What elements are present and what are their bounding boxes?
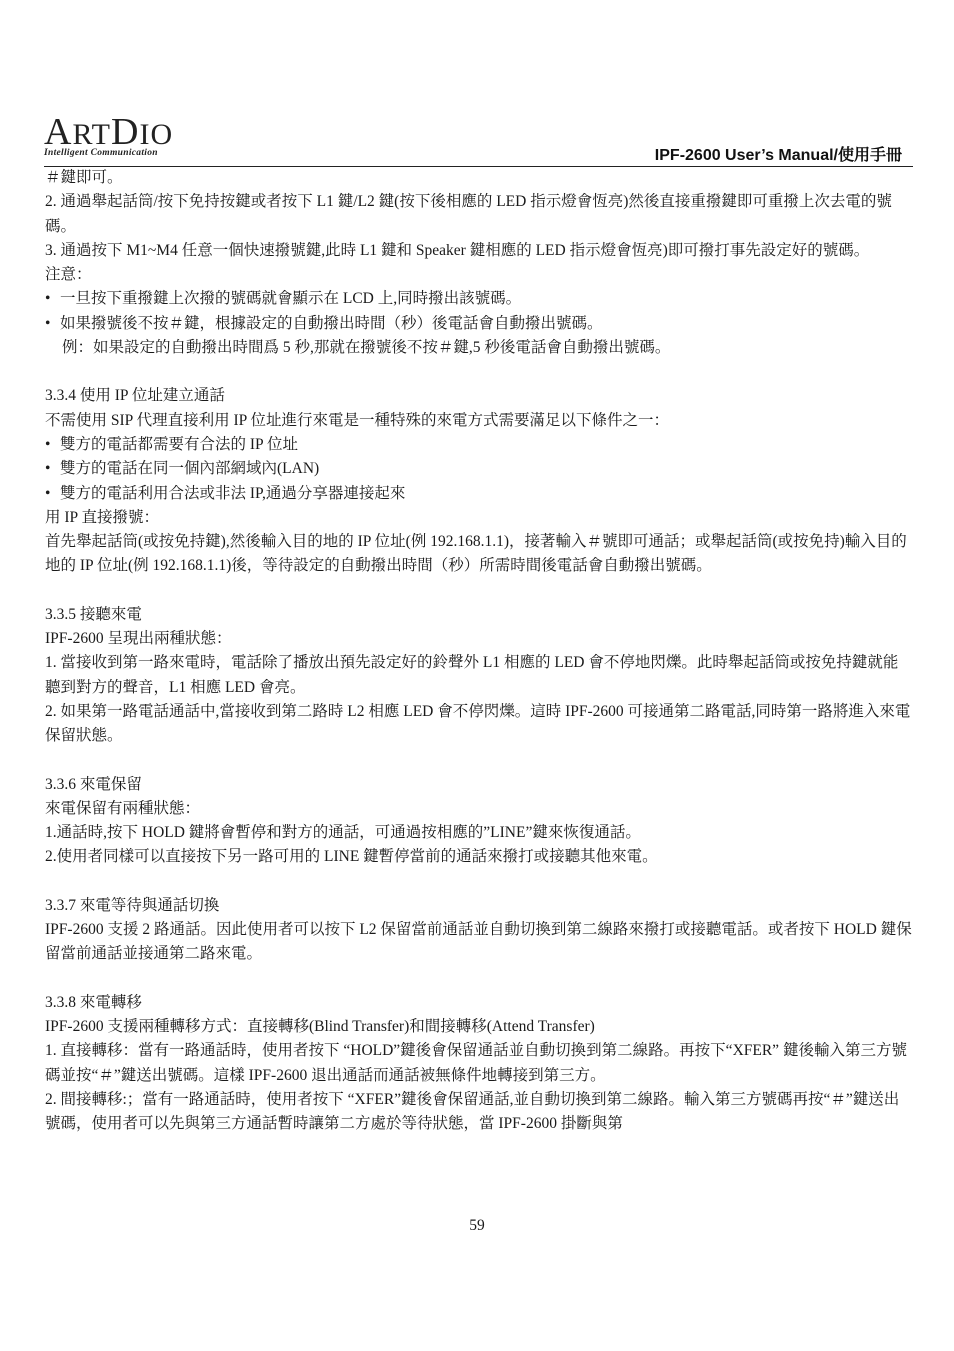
section-heading-3-3-4: 3.3.4 使用 IP 位址建立通話 <box>45 387 225 405</box>
bullet-item: • 雙方的電話都需要有合法的 IP 位址 <box>45 433 913 457</box>
paragraph: ＃鍵即可。 <box>45 169 123 186</box>
bullet-item: • 雙方的電話利用合法或非法 IP,通過分享器連接起來 <box>45 482 913 506</box>
section-heading-3-3-5: 3.3.5 接聽來電 <box>45 605 142 623</box>
paragraph: IPF-2600 支援兩種轉移方式：直接轉移(Blind Transfer)和間接轉移(Attend Transfer) <box>45 1017 595 1035</box>
paragraph: 2.使用者同樣可以直接按下另一路可用的 LINE 鍵暫停當前的通話來撥打或接聽其他來電。 <box>45 848 658 866</box>
paragraph: 用 IP 直接撥號： <box>45 508 159 526</box>
paragraph: 3. 通過按下 M1~M4 任意一個快速撥號鍵,此時 L1 鍵和 Speaker 鍵相應的 LED 指示燈會恆亮)即可撥打事先設定好的號碼。 <box>45 241 870 259</box>
paragraph: 來電保留有兩種狀態： <box>45 799 201 817</box>
paragraph: IPF-2600 呈現出兩種狀態： <box>45 630 232 648</box>
logo-letters-rt: RT <box>72 118 111 151</box>
paragraph: 2. 間接轉移:；當有一路通話時，使用者按下 “XFER”鍵後會保留通話,並自動切換到第二線路。輸入第三方號碼再按“＃”鍵送出號碼，使用者可以先與第三方通話暫時讓第二方處於等待狀態，當 IPF-2600 掛斷與第 <box>45 1090 900 1133</box>
section-heading-3-3-8: 3.3.8 來電轉移 <box>45 993 142 1011</box>
logo-letter-d: D <box>111 111 140 153</box>
paragraph: 1. 直接轉移：當有一路通話時，使用者按下 “HOLD”鍵後會保留通話並自動切換到第二線路。再按下“XFER” 鍵後輸入第三方號碼並按“＃”鍵送出號碼。這樣 IPF-2600 退出通話而通話被無條件地轉接到第三方。 <box>45 1042 907 1084</box>
paragraph: 2. 通過舉起話筒/按下免持按鍵或者按下 L1 鍵/L2 鍵(按下後相應的 LED 指示燈會恆亮)然後直接重撥鍵即可重撥上次去電的號碼。 <box>45 193 892 235</box>
page-content <box>45 166 913 1136</box>
section-heading-3-3-6: 3.3.6 來電保留 <box>45 775 142 793</box>
logo-tagline: Intelligent Communication <box>44 148 158 158</box>
bullet-item: • 雙方的電話在同一個內部網域內(LAN) <box>45 457 913 481</box>
bullet-item: • 如果撥號後不按＃鍵，根據設定的自動撥出時間（秒）後電話會自動撥出號碼。 <box>45 312 913 336</box>
page-header <box>44 112 912 168</box>
bullet-item: • 一旦按下重撥鍵上次撥的號碼就會顯示在 LCD 上,同時撥出該號碼。 <box>45 287 913 311</box>
note-label: 注意： <box>45 266 92 284</box>
paragraph: 1.通話時,按下 HOLD 鍵將會暫停和對方的通話，可通過按相應的”LINE”鍵來恢復通話。 <box>45 824 641 842</box>
logo-letters-io: IO <box>139 118 174 151</box>
page-number: 59 <box>469 1217 485 1234</box>
example-text: 例：如果設定的自動撥出時間爲 5 秒,那就在撥號後不按＃鍵,5 秒後電話會自動撥出號碼。 <box>62 339 671 357</box>
paragraph: 1. 當接收到第一路來電時，電話除了播放出預先設定好的鈴聲外 L1 相應的 LED 會不停地閃爍。此時舉起話筒或按免持鍵就能聽到對方的聲音，L1 相應 LED 會亮。 <box>45 654 899 696</box>
paragraph: 首先舉起話筒(或按免持鍵),然後輸入目的地的 IP 位址(例 192.168.1.1)，接著輸入＃號即可通話；或舉起話筒(或按免持)輸入目的地的 IP 位址(例 192.168.1.1)後，等待設定的自動撥出時間（秒）所需時間後電話會自動撥出號碼。 <box>45 533 907 575</box>
logo-letter-a: A <box>44 111 73 153</box>
manual-title: IPF-2600 User’s Manual/使用手冊 <box>654 147 902 164</box>
paragraph: 不需使用 SIP 代理直接利用 IP 位址進行來電是一種特殊的來電方式需要滿足以下條件之一： <box>45 411 670 429</box>
paragraph: IPF-2600 支援 2 路通話。因此使用者可以按下 L2 保留當前通話並自動切換到第二線路來撥打或接聽電話。或者按下 HOLD 鍵保留當前通話並接通第二路來電。 <box>45 921 912 963</box>
section-heading-3-3-7: 3.3.7 來電等待與通話切換 <box>45 896 220 914</box>
paragraph: 2. 如果第一路電話通話中,當接收到第二路時 L2 相應 LED 會不停閃爍。這時 IPF-2600 可接通第二路電話,同時第一路將進入來電保留狀態。 <box>45 702 911 745</box>
